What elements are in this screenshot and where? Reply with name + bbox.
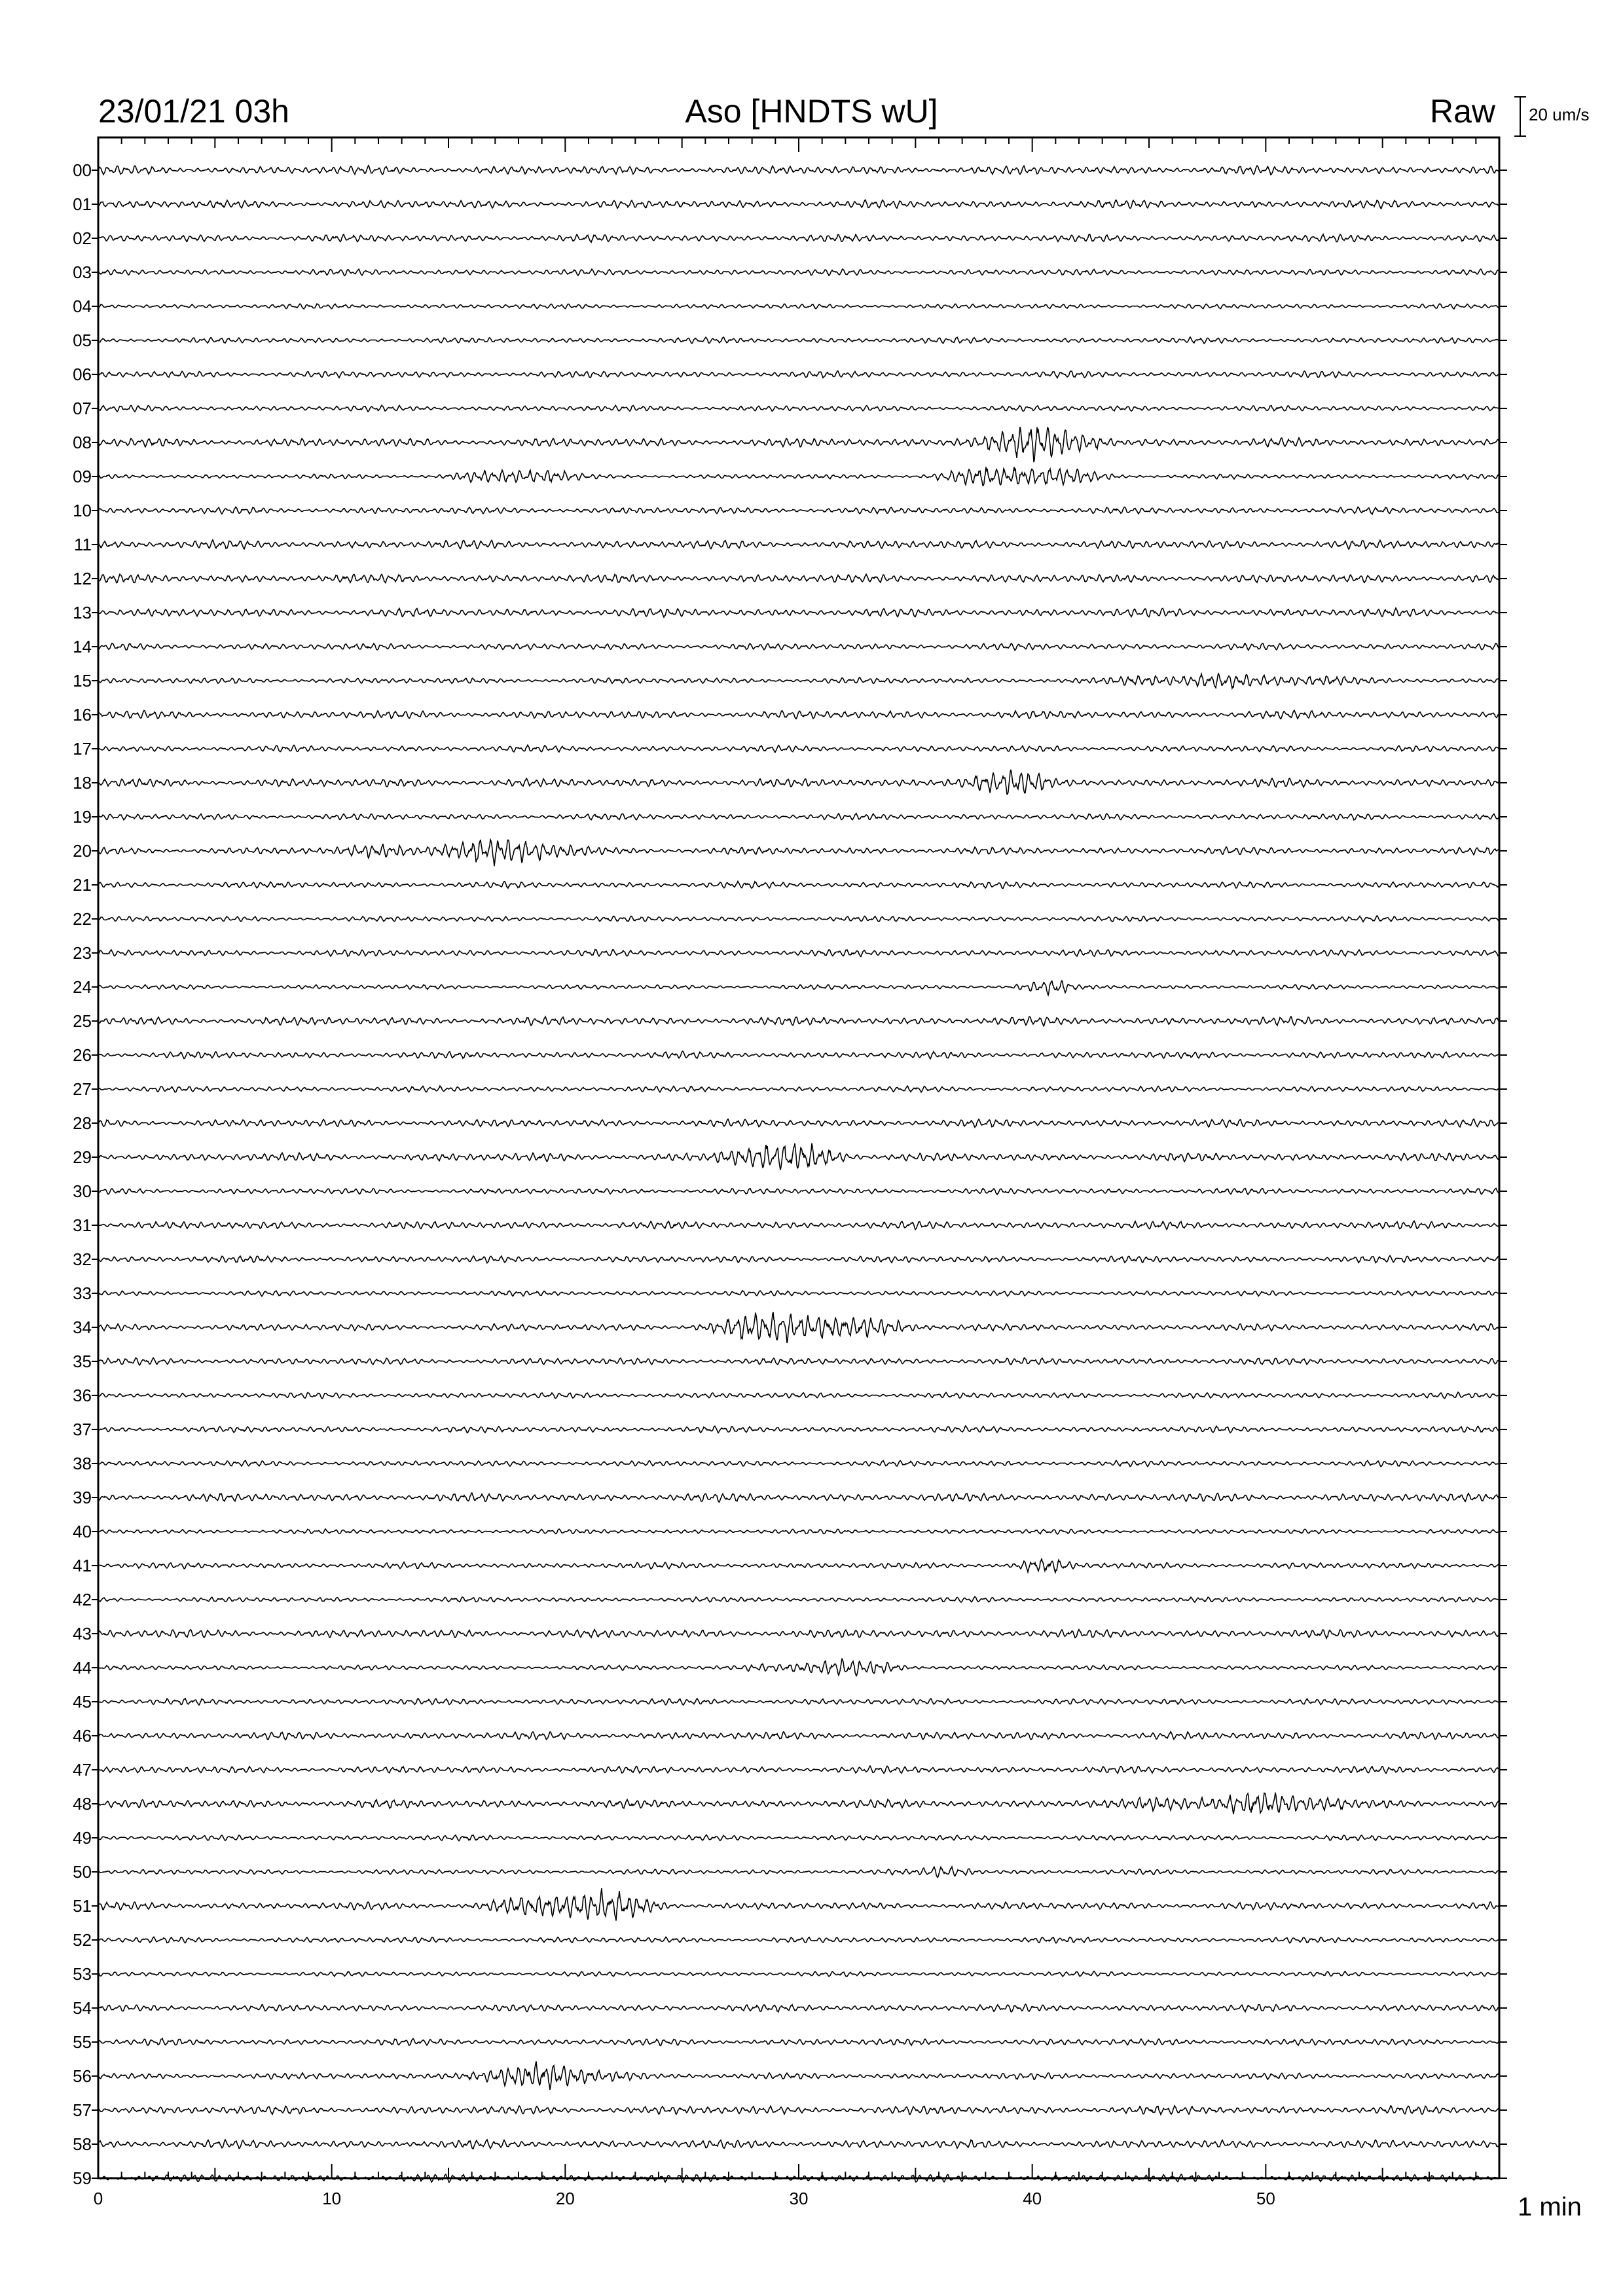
row-label: 51 [73,1896,92,1916]
mode-label: Raw [1429,93,1495,130]
trace-row-08 [98,427,1499,462]
trace-row-19 [98,814,1499,820]
x-tick-label: 50 [1256,2189,1275,2208]
trace-row-40 [98,1529,1499,1534]
trace-row-20 [98,840,1499,866]
row-label: 38 [73,1454,92,1473]
trace-row-48 [98,1793,1499,1814]
row-label: 58 [73,2134,92,2154]
row-label: 05 [73,331,92,350]
row-label: 00 [73,160,92,180]
row-label: 25 [73,1011,92,1031]
trace-row-03 [98,269,1499,276]
trace-row-01 [98,200,1499,208]
trace-row-34 [98,1312,1499,1343]
trace-row-36 [98,1392,1499,1399]
trace-row-45 [98,1698,1499,1705]
x-tick-label: 20 [555,2189,575,2208]
row-label: 41 [73,1556,92,1575]
row-label: 24 [73,977,92,997]
row-label: 46 [73,1726,92,1746]
trace-row-26 [98,1051,1499,1059]
trace-row-33 [98,1291,1499,1297]
row-label: 42 [73,1590,92,1609]
row-label: 22 [73,909,92,929]
trace-row-00 [98,166,1499,175]
row-label: 30 [73,1181,92,1201]
row-label: 04 [73,296,92,316]
trace-row-28 [98,1119,1499,1128]
trace-row-29 [98,1143,1499,1170]
trace-row-47 [98,1766,1499,1773]
trace-row-12 [98,574,1499,583]
trace-row-11 [98,540,1499,549]
row-label: 56 [73,2066,92,2086]
trace-row-27 [98,1086,1499,1092]
row-label: 20 [73,841,92,861]
trace-row-55 [98,2039,1499,2046]
row-label: 27 [73,1079,92,1099]
row-label: 13 [73,603,92,622]
trace-row-54 [98,2004,1499,2012]
chart-title: Aso [HNDTS wU] [685,93,938,130]
row-label: 10 [73,501,92,520]
trace-row-58 [98,2140,1499,2149]
row-label: 01 [73,194,92,214]
row-label: 17 [73,739,92,759]
trace-row-46 [98,1732,1499,1740]
row-label: 40 [73,1522,92,1541]
row-label: 45 [73,1692,92,1712]
trace-row-50 [98,1867,1499,1877]
row-label: 48 [73,1794,92,1814]
row-labels [73,160,1507,2188]
amplitude-scale-label: 20 um/s [1529,105,1590,124]
row-label: 44 [73,1658,92,1677]
row-label: 23 [73,943,92,963]
row-label: 08 [73,433,92,452]
trace-row-05 [98,337,1499,344]
trace-row-56 [98,2061,1499,2090]
trace-row-18 [98,770,1499,795]
trace-row-41 [98,1558,1499,1572]
row-label: 14 [73,637,92,656]
trace-row-37 [98,1426,1499,1433]
row-label: 31 [73,1215,92,1235]
trace-row-24 [98,980,1499,995]
row-label: 03 [73,262,92,282]
trace-row-39 [98,1493,1499,1502]
trace-row-43 [98,1630,1499,1639]
row-label: 49 [73,1828,92,1848]
trace-row-23 [98,950,1499,957]
row-label: 18 [73,773,92,793]
seismogram-traces [98,166,1499,2183]
trace-row-06 [98,371,1499,378]
x-tick-label: 30 [789,2189,809,2208]
trace-row-25 [98,1016,1499,1026]
trace-row-53 [98,1971,1499,1977]
x-tick-label: 0 [93,2189,103,2208]
trace-row-57 [98,2106,1499,2115]
row-label: 36 [73,1386,92,1405]
row-label: 32 [73,1249,92,1269]
row-label: 19 [73,807,92,827]
row-label: 50 [73,1862,92,1882]
row-label: 35 [73,1352,92,1371]
row-label: 28 [73,1113,92,1133]
x-axis-unit-label: 1 min [1518,2193,1582,2221]
trace-row-14 [98,643,1499,651]
trace-row-22 [98,916,1499,922]
row-label: 59 [73,2168,92,2188]
trace-row-35 [98,1358,1499,1365]
trace-row-15 [98,673,1499,688]
trace-row-17 [98,745,1499,752]
row-label: 55 [73,2032,92,2052]
trace-row-10 [98,507,1499,514]
row-label: 47 [73,1760,92,1780]
trace-row-51 [98,1888,1499,1921]
trace-row-07 [98,405,1499,412]
trace-row-38 [98,1461,1499,1467]
row-label: 54 [73,1998,92,2018]
row-label: 07 [73,399,92,418]
row-label: 16 [73,705,92,725]
row-label: 57 [73,2100,92,2120]
trace-row-32 [98,1255,1499,1263]
trace-row-42 [98,1596,1499,1602]
row-label: 26 [73,1045,92,1065]
trace-row-31 [98,1221,1499,1230]
row-label: 06 [73,365,92,384]
x-axis-labels [94,2189,1275,2208]
row-label: 39 [73,1488,92,1507]
trace-row-09 [98,467,1499,486]
row-label: 43 [73,1624,92,1643]
row-label: 11 [74,535,92,554]
trace-row-16 [98,710,1499,719]
row-label: 33 [73,1283,92,1303]
date-hour-label: 23/01/21 03h [98,93,289,130]
row-label: 29 [73,1147,92,1167]
trace-row-13 [98,608,1499,617]
row-label: 15 [73,671,92,691]
trace-row-52 [98,1937,1499,1943]
row-label: 53 [73,1964,92,1984]
trace-row-02 [98,234,1499,242]
row-label: 02 [73,228,92,248]
row-label: 34 [73,1318,92,1337]
row-label: 12 [73,569,92,588]
x-tick-label: 10 [322,2189,342,2208]
trace-row-49 [98,1835,1499,1841]
x-tick-label: 40 [1023,2189,1042,2208]
trace-row-04 [98,304,1499,309]
trace-row-44 [98,1659,1499,1676]
row-label: 21 [73,875,92,895]
row-label: 52 [73,1930,92,1950]
row-label: 37 [73,1420,92,1439]
row-label: 09 [73,467,92,486]
trace-row-30 [98,1189,1499,1195]
trace-row-21 [98,882,1499,889]
amplitude-scale-bar [1514,97,1526,136]
